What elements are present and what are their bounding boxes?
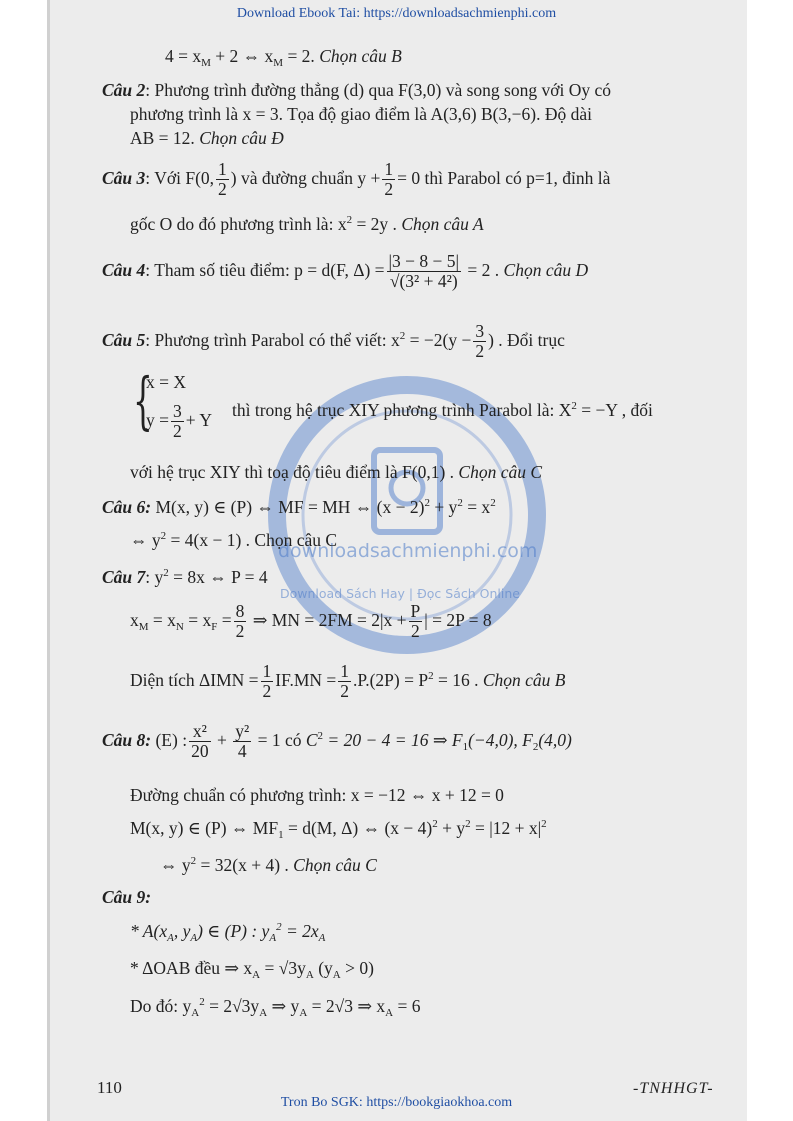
c9-label-line	[102, 887, 151, 908]
c2-label: Câu 2	[102, 80, 146, 100]
c5-label: Câu 5	[102, 329, 146, 350]
system-brace: {	[133, 364, 153, 437]
c8-line2: Đường chuẩn có phương trình: x = −12 ⇔ x + 12 = 0	[130, 785, 504, 805]
c6-line2: ⇔ $y^2 = 4(x - 1)$ . Chọn câu C	[130, 530, 338, 550]
c1-line: $4 = x_M + 2$ ⇔ $x_M = 2$. Chọn câu B	[165, 46, 402, 69]
c2-line3: AB = 12. Chọn câu Đ	[130, 128, 284, 148]
c4-line: Câu 4: Tham số tiêu điểm: p = d(F, Δ) = $\frac{|3 - 8 - 5|}{\text{√(3² + 4²)}}$ = 2 . Chọn câu D	[102, 251, 589, 292]
download-prefix: Download Ebook Tai:	[236, 6, 364, 21]
footer-signature: -TNHHGT-	[633, 1080, 714, 1097]
sgk-banner[interactable]	[0, 1095, 793, 1111]
c3-answer: Chọn câu A	[401, 214, 484, 234]
c1-answer: Chọn câu B	[319, 46, 402, 66]
page-edge	[47, 0, 50, 1121]
c2-line1: Câu 2: Phương trình đường thẳng (d) qua F(3,0) và song song với Oy có	[102, 80, 612, 100]
sgk-link[interactable]: https://bookgiaokhoa.com	[366, 1095, 513, 1110]
watermark-domain: downloadsachmienphi.com	[278, 540, 538, 562]
c9-line3: Do đó: $y_A^2 = 2√3y_A$ ⇒ $y_A = 2√3$ ⇒ $x_A = 6$	[130, 996, 421, 1019]
c6-line1: Câu 6: M(x, y) ∈ (P) ⇔ MF = MH ⇔ $(x - 2)^2 + y^2 = x^2$	[102, 497, 496, 517]
c2-line2: phương trình là x = 3. Tọa độ giao điểm là A(3,6) B(3,−6). Độ dài	[130, 104, 592, 124]
c3-line2: gốc O do đó phương trình là: $x^2 = 2y$ . Chọn câu A	[130, 214, 484, 234]
c7-label: Câu 7	[102, 567, 146, 587]
c9-line1: * $A(x_A$, $y_A$) ∈ (P) : $y_A^2 = 2x_A$	[130, 921, 326, 944]
c9-label: Câu 9:	[102, 887, 152, 907]
c4-answer: Chọn câu D	[503, 259, 589, 280]
c4-label: Câu 4	[102, 259, 146, 280]
c9-line2: * ΔOAB đều ⇒ $x_A = √3y_A$ $(y_A > 0)$	[130, 958, 374, 981]
c3-line1: Câu 3: Với F(0, $\frac{1}{2}$ ) và đường chuẩn y + $\frac{1}{2}$ = 0 thì Parabol có p=1, đỉnh là	[102, 159, 611, 200]
c7-line1: Câu 7: $y^2 = 8x$ ⇔ P = 4	[102, 567, 268, 587]
c2-answer: Chọn câu Đ	[199, 128, 284, 148]
c8-answer: Chọn câu C	[293, 855, 377, 875]
c8-line4: ⇔ $y^2 = 32(x + 4)$ . Chọn câu C	[160, 855, 377, 875]
c5-line3: với hệ trục XIY thì toạ độ tiêu điểm là F(0,1) . Chọn câu C	[130, 462, 543, 482]
c5-line1: Câu 5: Phương trình Parabol có thể viết: $x^2 = -2(y$ − $\frac{3}{2}$ ) . Đổi trục	[102, 321, 565, 362]
c5-answer: Chọn câu C	[458, 462, 543, 482]
page-number: 110	[97, 1078, 122, 1097]
c6-label: Câu 6:	[102, 497, 152, 517]
sgk-prefix: Tron Bo SGK:	[280, 1095, 367, 1110]
download-banner[interactable]	[0, 6, 793, 22]
c8-label: Câu 8:	[102, 729, 152, 750]
c7-answer: Chọn câu B	[482, 669, 566, 690]
c7-line2: $x_M = x_N = x_F$ = $\frac{8}{2}$ ⇒ MN = 2FM = 2|x + $\frac{P}{2}$ | = 2P = 8	[130, 601, 492, 642]
c5-line2: thì trong hệ trục XIY phương trình Parabol là: $X^2 = -Y$ , đối	[232, 400, 653, 420]
watermark-tagline: Download Sách Hay | Đọc Sách Online	[280, 586, 520, 601]
c3-label: Câu 3	[102, 167, 146, 188]
c7-line3: Diện tích ΔIMN = $\frac{1}{2}$ IF.MN = $\frac{1}{2}$ $.P.(2P) = P^2 = 16$ . Chọn câu B	[130, 661, 566, 702]
download-link[interactable]: https://downloadsachmienphi.com	[363, 6, 557, 21]
c5-sys-row1: x = X	[146, 372, 187, 392]
c8-line1: Câu 8: (E) : $\frac{\text{x²}}{20}$ + $\frac{\text{y²}}{4}$ = 1 có $C^2 = 20 - 4 = 16$ ⇒ $F_1(-4,0)$, $F_2(4,0)$	[102, 721, 572, 762]
c8-line3: M(x, y) ∈ (P) ⇔ $MF_1 = d(M$, Δ) ⇔ $(x - 4)^2 + y^2 = |12 + x|^2$	[130, 818, 547, 841]
c5-sys-row2: y = $\frac{3}{2}$ + Y	[146, 401, 212, 442]
